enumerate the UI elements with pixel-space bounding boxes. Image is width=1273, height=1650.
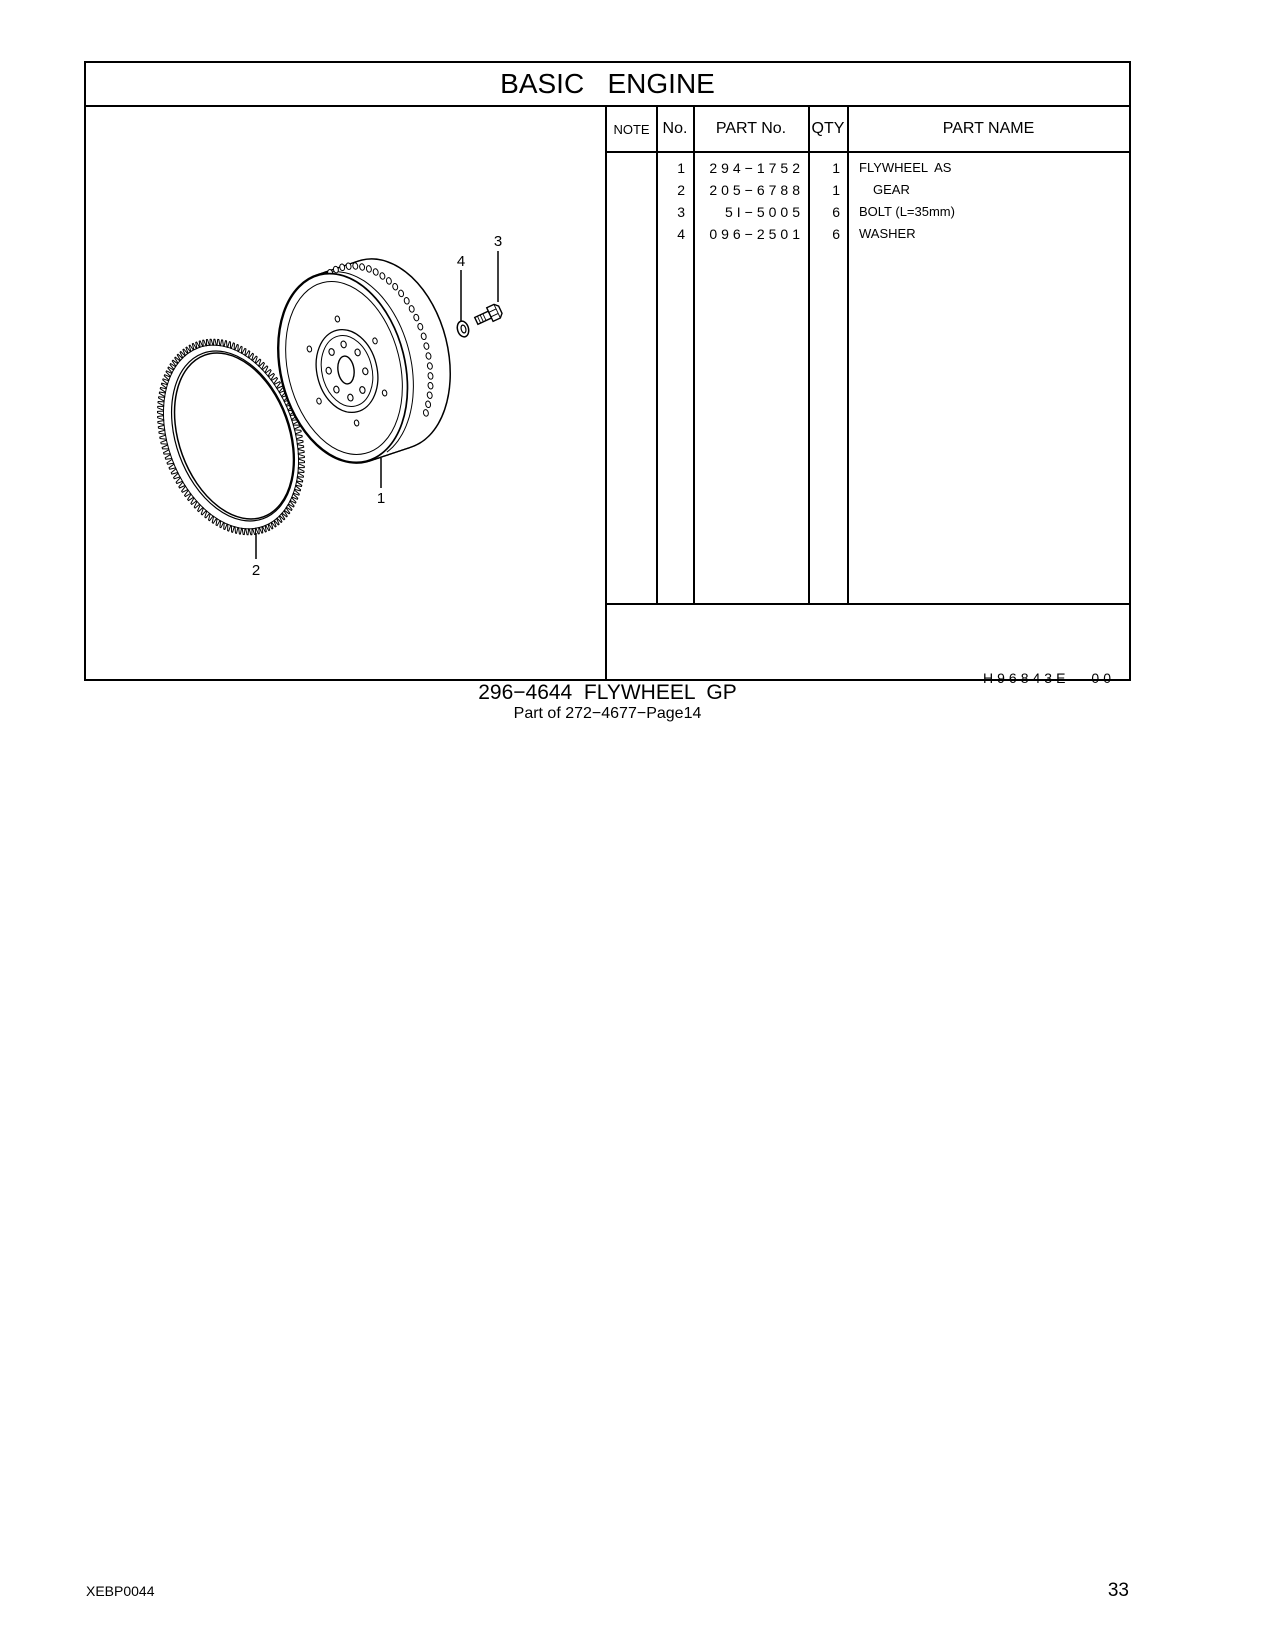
washer-drawing: [456, 320, 471, 338]
part-name-cell: GEAR: [873, 182, 910, 197]
column-header-number: No.: [662, 120, 688, 137]
note-cell: [607, 201, 656, 223]
note-cell: [607, 179, 656, 201]
callout-4: 4: [456, 253, 466, 270]
parts-row: [607, 157, 1129, 179]
quantity-cell: 6: [832, 204, 840, 220]
callout-1: 1: [376, 490, 386, 507]
group-caption: 296−4644 FLYWHEEL GP: [478, 681, 737, 704]
column-header-part-number: PART No.: [715, 120, 787, 137]
part-number-cell: 294−1752: [709, 160, 804, 176]
illustration-code: H96843E: [983, 670, 1070, 686]
note-cell: [607, 157, 656, 179]
part-name-cell: WASHER: [859, 226, 916, 241]
part-name-cell: FLYWHEEL AS: [859, 160, 952, 175]
parts-row: [607, 201, 1129, 223]
callout-2: 2: [251, 562, 261, 579]
table-header-divider: [607, 151, 1129, 153]
part-name-cell: BOLT (L=35mm): [859, 204, 955, 219]
group-subcaption: Part of 272−4677−Page14: [513, 705, 702, 722]
table-body-bottom-divider: [607, 603, 1129, 605]
item-number-cell: 3: [677, 204, 685, 220]
illustration-revision: 00: [1091, 670, 1115, 686]
callout-3: 3: [493, 233, 503, 250]
item-number-cell: 4: [677, 226, 685, 242]
flywheel-group-illustration: [86, 107, 605, 679]
bolt-drawing: [473, 303, 503, 328]
part-number-cell: 5I−5005: [725, 204, 804, 220]
column-header-note: NOTE: [613, 121, 650, 137]
part-number-cell: 205−6788: [709, 182, 804, 198]
part-number-cell: 096−2501: [709, 226, 804, 242]
page-number: 33: [1107, 1580, 1129, 1601]
illustration-reference: [607, 648, 1115, 686]
note-cell: [607, 223, 656, 245]
parts-row: [607, 179, 1129, 201]
quantity-cell: 6: [832, 226, 840, 242]
document-code: XEBP0044: [86, 1583, 155, 1599]
column-header-part-name: PART NAME: [942, 120, 1035, 137]
column-header-quantity: QTY: [811, 120, 845, 137]
quantity-cell: 1: [832, 182, 840, 198]
parts-row: [607, 223, 1129, 245]
quantity-cell: 1: [832, 160, 840, 176]
section-title: BASIC ENGINE: [500, 68, 715, 99]
item-number-cell: 2: [677, 182, 685, 198]
item-number-cell: 1: [677, 160, 685, 176]
